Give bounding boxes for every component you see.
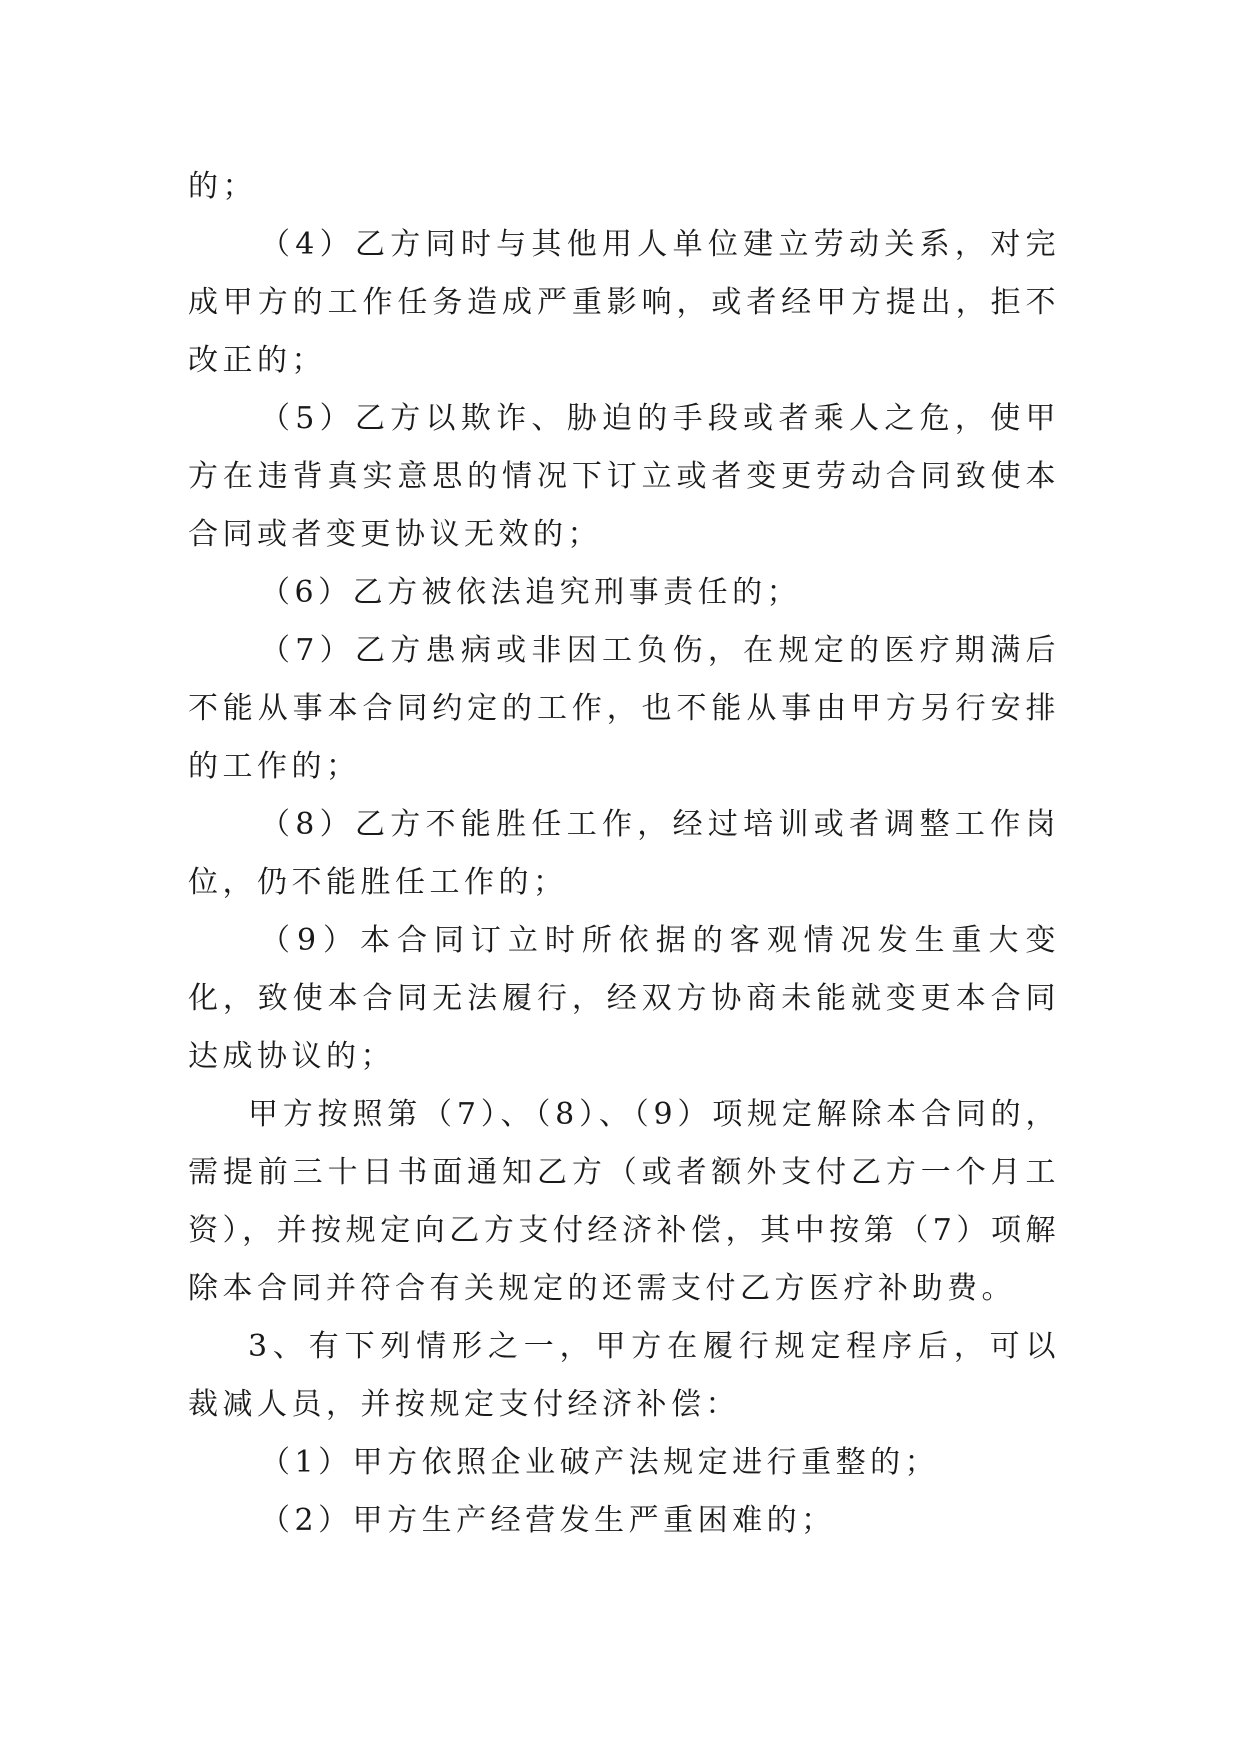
clause-8: （8）乙方不能胜任工作，经过培训或者调整工作岗位，仍不能胜任工作的； [188, 807, 1060, 900]
clause-9: （9）本合同订立时所依据的客观情况发生重大变化，致使本合同无法履行，经双方协商未能就变更本合同达成协议的； [188, 923, 1060, 1074]
termination-notice-paragraph: 甲方按照第（7）、（8）、（9）项规定解除本合同的，需提前三十日书面通知乙方（或者额外支付乙方一个月工资），并按规定向乙方支付经济补偿，其中按第（7）项解除本合同并符合有关规定的还需支付乙方医疗补助费。 [188, 1097, 1060, 1306]
clause-4: （4）乙方同时与其他用人单位建立劳动关系，对完成甲方的工作任务造成严重影响，或者经甲方提出，拒不改正的； [188, 227, 1060, 378]
contract-text [188, 158, 1060, 1550]
paragraph-continuation: 的； [188, 169, 257, 204]
clause-7: （7）乙方患病或非因工负伤，在规定的医疗期满后不能从事本合同约定的工作，也不能从事由甲方另行安排的工作的； [188, 633, 1060, 784]
layoff-clause-1: （1）甲方依照企业破产法规定进行重整的； [260, 1445, 940, 1480]
layoff-clause-2: （2）甲方生产经营发生严重困难的； [260, 1503, 836, 1538]
section-3-heading: 3、有下列情形之一，甲方在履行规定程序后，可以裁减人员，并按规定支付经济补偿： [188, 1329, 1060, 1422]
clause-6: （6）乙方被依法追究刑事责任的； [260, 575, 802, 610]
clause-5: （5）乙方以欺诈、胁迫的手段或者乘人之危，使甲方在违背真实意思的情况下订立或者变更劳动合同致使本合同或者变更协议无效的； [188, 401, 1060, 552]
